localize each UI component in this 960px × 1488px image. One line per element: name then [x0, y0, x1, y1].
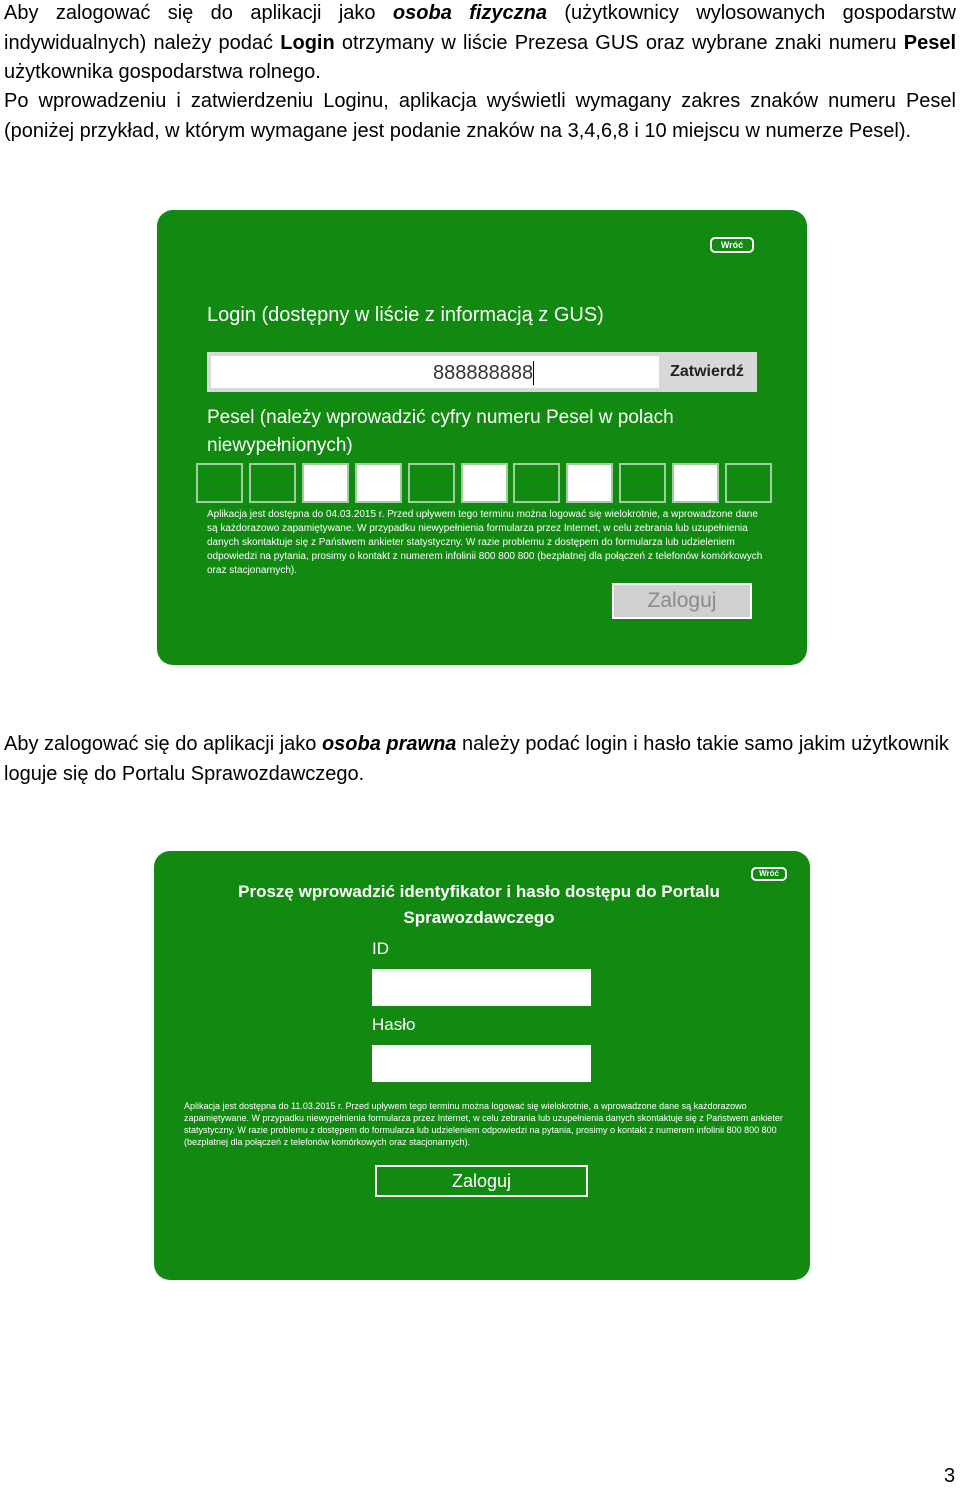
- id-input[interactable]: [372, 969, 591, 1006]
- portal-login-title: Proszę wprowadzić identyfikator i hasło dostępu do Portalu Sprawozdawczego: [238, 882, 720, 927]
- pesel-digit-filled: [408, 463, 455, 503]
- legal-text-1: Aby zalogować się do aplikacji jako: [4, 733, 322, 755]
- login-input-value: 888888888: [433, 362, 534, 384]
- pesel-digit-input[interactable]: [302, 463, 349, 503]
- password-input[interactable]: [372, 1045, 591, 1082]
- availability-info: Aplikacja jest dostępna do 04.03.2015 r. Przed upływem tego terminu można logować się wielokrotnie, a wprowadzone dane są każdorazowo zapamiętywane. W przypadku niewypełnienia formularza przez Internet, w celu zebrania lub uzupełnienia danych skontaktuje się z Państwem ankieter statystyczny. W razie problemu z dostępem do formularza lub udzieleniem odpowiedzi na pytania, prosimy o kontakt z numerem infolinii 800 800 800 (bezpłatnej dla połączeń z telefonów komórkowych oraz stacjonarnych).: [207, 509, 763, 576]
- intro-bold-pesel: Pesel: [903, 31, 957, 54]
- intro-text-1: Aby zalogować się do aplikacji jako: [4, 2, 393, 24]
- legal-text-2: należy podać login i hasło takie samo jakim użytkownik loguje się do Portalu Sprawozdawczego.: [4, 733, 949, 785]
- legal-person-paragraph: [4, 730, 956, 789]
- pesel-digit-input[interactable]: [355, 463, 402, 503]
- password-label: Hasło: [372, 1015, 416, 1034]
- login-field-group: [207, 352, 757, 392]
- confirm-button[interactable]: Zatwierdź: [661, 356, 753, 388]
- id-label: ID: [372, 939, 389, 958]
- back-button[interactable]: Wróć: [751, 867, 787, 881]
- pesel-digit-input[interactable]: [461, 463, 508, 503]
- pesel-digit-input[interactable]: [672, 463, 719, 503]
- pesel-digit-filled: [619, 463, 666, 503]
- login-label: Login (dostępny w liście z informacją z GUS): [207, 304, 604, 326]
- text-caret: [533, 361, 534, 385]
- back-button[interactable]: Wróć: [710, 237, 754, 253]
- login-button[interactable]: Zaloguj: [612, 583, 752, 619]
- intro-text-4: użytkownika gospodarstwa rolnego.: [4, 61, 321, 83]
- page-number: 3: [944, 1465, 956, 1487]
- legal-emphasis-legal-person: osoba prawna: [321, 733, 457, 755]
- availability-info: Aplikacja jest dostępna do 11.03.2015 r. Przed upływem tego terminu można logować się wielokrotnie, a wprowadzone dane są każdorazowo zapamiętywane. W przypadku niewypełnienia formularza przez Internet, w celu zebrania lub uzupełnienia danych skontaktuje się z Państwem ankieter statystyczny. W razie problemu z dostępem do formularza lub udzieleniem odpowiedzi na pytania, prosimy o kontakt z numerem infolinii 800 800 800 (bezpłatnej dla połączeń z telefonów komórkowych oraz stacjonarnych).: [184, 1101, 783, 1147]
- pesel-digit-filled: [196, 463, 243, 503]
- intro-bold-login: Login: [280, 31, 335, 54]
- pesel-digit-fields: [196, 463, 776, 505]
- pesel-digit-filled: [513, 463, 560, 503]
- second-paragraph: Po wprowadzeniu i zatwierdzeniu Loginu, aplikacja wyświetli wymagany zakres znaków numeru Pesel (poniżej przykład, w którym wymagane jest podanie znaków na 3,4,6,8 i 10 miejscu w numerze Pesel).: [4, 90, 956, 142]
- pesel-digit-filled: [249, 463, 296, 503]
- pesel-digit-filled: [725, 463, 772, 503]
- intro-paragraph: [4, 0, 956, 88]
- pesel-label: Pesel (należy wprowadzić cyfry numeru Pesel w polach niewypełnionych): [207, 407, 674, 456]
- login-screen-natural-person: [157, 210, 807, 665]
- login-screen-legal-person: [154, 851, 810, 1280]
- login-input[interactable]: [211, 356, 659, 388]
- pesel-digit-input[interactable]: [566, 463, 613, 503]
- intro-text-3: otrzymany w liście Prezesa GUS oraz wybrane znaki numeru: [334, 31, 904, 54]
- login-button[interactable]: Zaloguj: [375, 1165, 588, 1197]
- intro-emphasis-natural-person: osoba fizyczna: [392, 2, 548, 24]
- intro-text-2: (użytkownicy wylosowanych gospodarstw indywidualnych) należy podać: [4, 2, 956, 54]
